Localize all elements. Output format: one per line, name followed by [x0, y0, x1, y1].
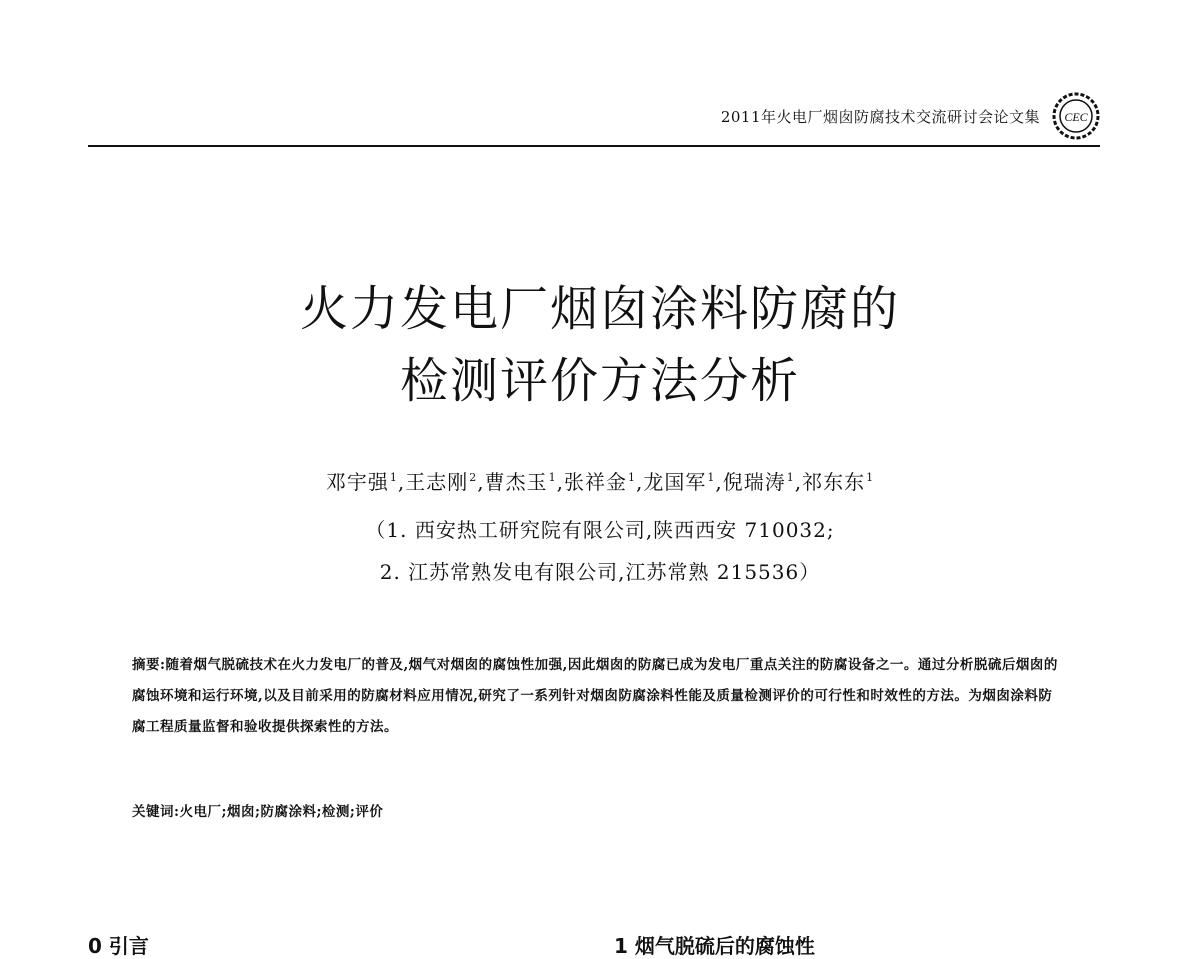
author-affiliation-mark: 1	[628, 471, 636, 485]
author-affiliation-mark: 1	[548, 471, 557, 485]
author-affiliation-mark: 2	[469, 471, 478, 485]
author-name: 张祥金	[564, 470, 627, 494]
author-affiliation-mark: 1	[707, 471, 716, 485]
author-list: 邓宇强$^1$,王志刚$^2$,曹杰玉$^1$,张祥金$^1$,龙国军$^1$,倪瑞涛$^1$,祁东东$^1$	[325, 470, 875, 494]
keywords-text: 火电厂;烟囱;防腐涂料;检测;评价	[179, 804, 384, 820]
keywords	[132, 800, 1062, 820]
paper-title-line2: 检测评价方法分析	[399, 353, 800, 409]
section-heading-corrosion: 1 烟气脱硫后的腐蚀性	[614, 934, 815, 958]
header-rule	[88, 145, 1100, 147]
author-name: 曹杰玉	[484, 470, 548, 494]
abstract-text: 随着烟气脱硫技术在火力发电厂的普及,烟气对烟囱的腐蚀性加强,因此烟囱的防腐已成为发电厂重点关注的防腐设备之一。通过分析脱硫后烟囱的腐蚀环境和运行环境,以及目前采用的防腐材料应用情况,研究了一系列针对烟囱防腐涂料性能及质量检测评价的可行性和时效性的方法。为烟囱涂料防腐工程质量监督和验收提供探索性的方法。	[132, 657, 1058, 735]
paper-title-line1: 火力发电厂烟囱涂料防腐的	[299, 281, 900, 337]
author-affiliation-mark: 1	[389, 471, 398, 485]
running-header	[88, 84, 1100, 140]
running-title: 2011年火电厂烟囱防腐技术交流研讨会论文集	[720, 108, 1040, 126]
abstract	[132, 650, 1062, 743]
author-affiliation-mark: 1	[866, 471, 875, 485]
affiliation-line2: 2. 江苏常熟发电有限公司,江苏常熟 215536）	[379, 560, 821, 584]
author-name: 祁东东	[802, 470, 866, 494]
author-name: 龙国军	[643, 470, 707, 494]
cec-logo-icon	[1052, 92, 1100, 140]
logo-text: CEC	[1064, 110, 1088, 124]
author-name: 倪瑞涛	[722, 470, 786, 494]
abstract-label: 摘要:	[132, 657, 166, 673]
author-affiliation-mark: 1	[786, 471, 795, 485]
author-name: 王志刚	[405, 470, 469, 494]
affiliation-line1: （1. 西安热工研究院有限公司,陕西西安 710032;	[365, 518, 835, 542]
section-heading-introduction: 0 引言	[88, 934, 149, 958]
keywords-label: 关键词:	[132, 804, 180, 820]
author-name: 邓宇强	[325, 470, 389, 494]
